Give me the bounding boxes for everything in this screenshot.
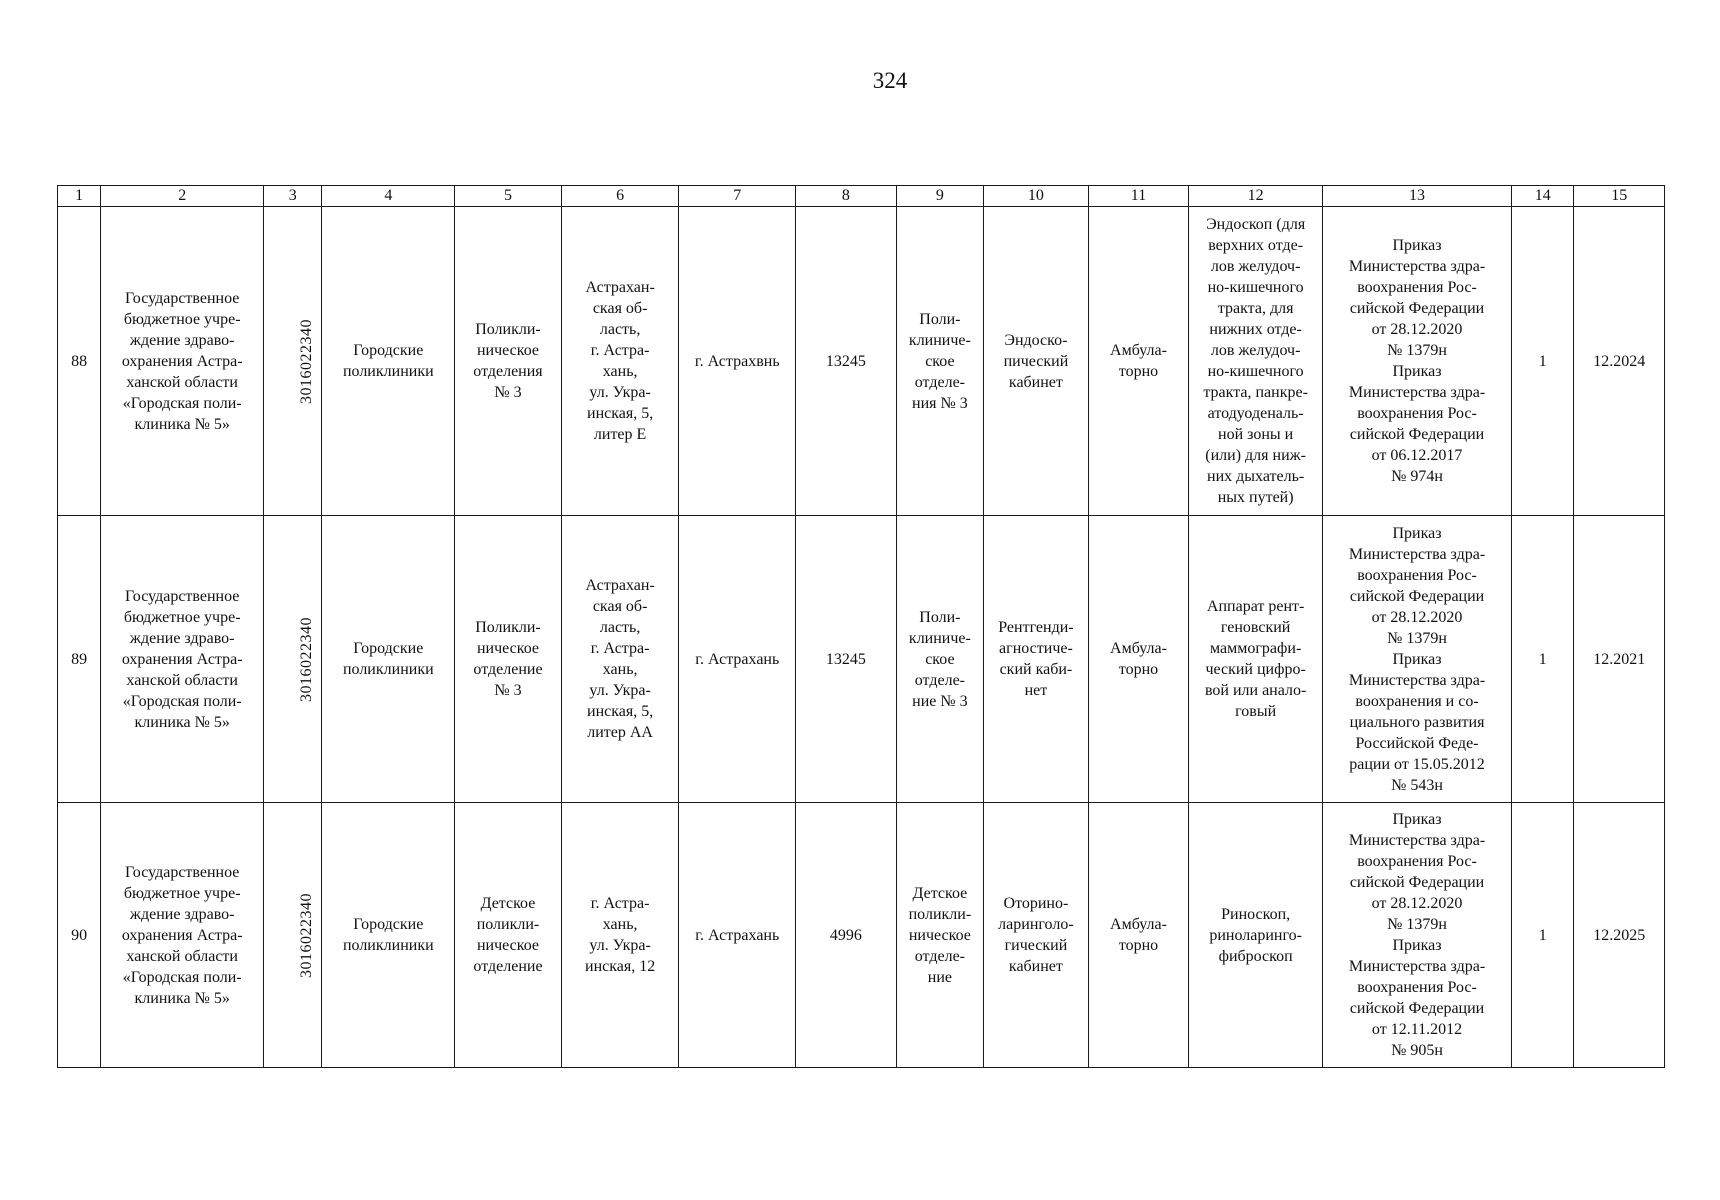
inn-cell <box>264 803 322 1068</box>
code: 4996 <box>796 803 897 1068</box>
column-header: 6 <box>561 186 679 207</box>
column-header: 11 <box>1088 186 1189 207</box>
department-name: Поликли- ническое отделения № 3 <box>455 207 562 516</box>
column-header: 9 <box>896 186 983 207</box>
inn-cell <box>264 516 322 803</box>
column-header: 15 <box>1574 186 1665 207</box>
code: 13245 <box>796 207 897 516</box>
address: Астрахан- ская об- ласть, г. Астра- хань, ул. Укра- инская, 5, литер Е <box>561 207 679 516</box>
institution-type: Городские поликлиники <box>322 516 455 803</box>
department-name: Поликли- ническое отделение № 3 <box>455 516 562 803</box>
equipment: Аппарат рент- геновский маммографи- ческий цифро- вой или анало- говый <box>1189 516 1323 803</box>
table-row <box>58 207 1665 516</box>
equipment: Эндоскоп (для верхних отде- лов желудоч- но-кишечного тракта, для нижних отде- лов желудоч- но-кишечного тракта, панкре- атодуоденаль- ной зоны и (или) для ниж- них дыхатель- ных путей) <box>1189 207 1323 516</box>
quantity: 1 <box>1512 207 1574 516</box>
column-header: 4 <box>322 186 455 207</box>
unit-name: Детское поликли- ническое отделе- ние <box>896 803 983 1068</box>
column-header: 12 <box>1189 186 1323 207</box>
inn-number: 3016022340 <box>298 616 316 702</box>
column-number-row <box>58 186 1665 207</box>
column-header: 3 <box>264 186 322 207</box>
unit-name: Поли- клиниче- ское отделе- ния № 3 <box>896 207 983 516</box>
column-header: 13 <box>1323 186 1512 207</box>
room-name: Оторино- ларинголо- гический кабинет <box>984 803 1089 1068</box>
city: г. Астрахань <box>679 803 796 1068</box>
care-form: Амбула- торно <box>1088 803 1189 1068</box>
date: 12.2021 <box>1574 516 1665 803</box>
row-number: 88 <box>58 207 101 516</box>
institution-name: Государственное бюджетное учре- ждение здраво- охранения Астра- ханской области «Городская поли- клиника № 5» <box>101 207 264 516</box>
row-number: 89 <box>58 516 101 803</box>
quantity: 1 <box>1512 803 1574 1068</box>
date: 12.2025 <box>1574 803 1665 1068</box>
address: Астрахан- ская об- ласть, г. Астра- хань, ул. Укра- инская, 5, литер АА <box>561 516 679 803</box>
institution-name: Государственное бюджетное учре- ждение здраво- охранения Астра- ханской области «Городская поли- клиника № 5» <box>101 516 264 803</box>
column-header: 2 <box>101 186 264 207</box>
registry-table <box>57 185 1665 1068</box>
inn-cell <box>264 207 322 516</box>
city: г. Астрахвнь <box>679 207 796 516</box>
institution-name: Государственное бюджетное учре- ждение здраво- охранения Астра- ханской области «Городская поли- клиника № 5» <box>101 803 264 1068</box>
column-header: 10 <box>984 186 1089 207</box>
code: 13245 <box>796 516 897 803</box>
table-row <box>58 803 1665 1068</box>
inn-number: 3016022340 <box>298 318 316 404</box>
care-form: Амбула- торно <box>1088 516 1189 803</box>
institution-type: Городские поликлиники <box>322 207 455 516</box>
column-header: 8 <box>796 186 897 207</box>
unit-name: Поли- клиниче- ское отделе- ние № 3 <box>896 516 983 803</box>
column-header: 5 <box>455 186 562 207</box>
city: г. Астрахань <box>679 516 796 803</box>
department-name: Детское поликли- ническое отделение <box>455 803 562 1068</box>
column-header: 7 <box>679 186 796 207</box>
inn-number: 3016022340 <box>298 892 316 978</box>
date: 12.2024 <box>1574 207 1665 516</box>
table-row <box>58 516 1665 803</box>
room-name: Эндоско- пический кабинет <box>984 207 1089 516</box>
column-header: 1 <box>58 186 101 207</box>
care-form: Амбула- торно <box>1088 207 1189 516</box>
row-number: 90 <box>58 803 101 1068</box>
page-number: 324 <box>872 68 908 93</box>
room-name: Рентгенди- агностиче- ский каби- нет <box>984 516 1089 803</box>
orders: Приказ Министерства здра- воохранения Рос- сийской Федерации от 28.12.2020 № 1379н Приказ Министерства здра- воохранения Рос- сийской Федерации от 12.11.2012 № 905н <box>1323 803 1512 1068</box>
orders: Приказ Министерства здра- воохранения Рос- сийской Федерации от 28.12.2020 № 1379н Приказ Министерства здра- воохранения и со- циального развития Российской Феде- рации от 15.05.2012 № 543н <box>1323 516 1512 803</box>
orders: Приказ Министерства здра- воохранения Рос- сийской Федерации от 28.12.2020 № 1379н Приказ Министерства здра- воохранения Рос- сийской Федерации от 06.12.2017 № 974н <box>1323 207 1512 516</box>
quantity: 1 <box>1512 516 1574 803</box>
equipment: Риноскоп, риноларинго- фиброскоп <box>1189 803 1323 1068</box>
column-header: 14 <box>1512 186 1574 207</box>
institution-type: Городские поликлиники <box>322 803 455 1068</box>
address: г. Астра- хань, ул. Укра- инская, 12 <box>561 803 679 1068</box>
